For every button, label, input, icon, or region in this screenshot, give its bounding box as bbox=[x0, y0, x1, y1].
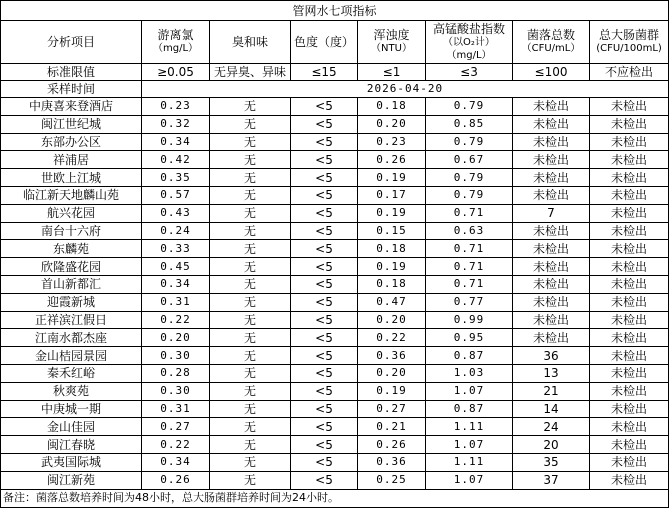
table-row bbox=[1, 258, 669, 276]
cell-coliform: 未检出 bbox=[590, 329, 669, 347]
header-bacteria bbox=[513, 21, 590, 64]
cell-bacteria: 20 bbox=[513, 436, 590, 454]
cell-name: 秦禾红峪 bbox=[1, 364, 142, 382]
standard-cod: ≤3 bbox=[426, 64, 513, 81]
header-coliform-label: 总大肠菌群 bbox=[599, 28, 660, 42]
cell-bacteria: 36 bbox=[513, 347, 590, 365]
cell-bacteria: 未检出 bbox=[513, 151, 590, 169]
cell-color: <5 bbox=[291, 418, 358, 436]
cell-odor: 无 bbox=[210, 400, 291, 418]
standard-chlorine: ≥0.05 bbox=[142, 64, 210, 81]
cell-chlorine: 0.22 bbox=[142, 311, 210, 329]
cell-turbidity: 0.21 bbox=[358, 418, 426, 436]
cell-bacteria: 13 bbox=[513, 364, 590, 382]
header-chlorine bbox=[142, 21, 210, 64]
table-row bbox=[1, 133, 669, 151]
cell-cod: 1.07 bbox=[426, 382, 513, 400]
cell-chlorine: 0.32 bbox=[142, 115, 210, 133]
table-row bbox=[1, 115, 669, 133]
header-chlorine-label: 游离氯 bbox=[157, 28, 194, 42]
cell-turbidity: 0.20 bbox=[358, 311, 426, 329]
cell-coliform: 未检出 bbox=[590, 222, 669, 240]
cell-chlorine: 0.35 bbox=[142, 169, 210, 187]
sampling-date: 2026-04-20 bbox=[142, 81, 669, 98]
cell-name: 欣隆盛花园 bbox=[1, 258, 142, 276]
cell-color: <5 bbox=[291, 311, 358, 329]
cell-color: <5 bbox=[291, 115, 358, 133]
cell-turbidity: 0.19 bbox=[358, 169, 426, 187]
cell-bacteria: 未检出 bbox=[513, 169, 590, 187]
cell-bacteria: 未检出 bbox=[513, 311, 590, 329]
cell-chlorine: 0.43 bbox=[142, 204, 210, 222]
cell-odor: 无 bbox=[210, 151, 291, 169]
cell-name: 金山佳园 bbox=[1, 418, 142, 436]
cell-name: 正祥滨江假日 bbox=[1, 311, 142, 329]
cell-name: 东部办公区 bbox=[1, 133, 142, 151]
cell-turbidity: 0.26 bbox=[358, 436, 426, 454]
cell-coliform: 未检出 bbox=[590, 204, 669, 222]
cell-color: <5 bbox=[291, 436, 358, 454]
header-bacteria-label: 菌落总数 bbox=[526, 28, 575, 42]
cell-name: 航兴花园 bbox=[1, 204, 142, 222]
header-cod-sub: （以O₂计） bbox=[443, 36, 495, 48]
cell-color: <5 bbox=[291, 151, 358, 169]
header-turbidity-label: 浑浊度 bbox=[373, 28, 410, 42]
cell-odor: 无 bbox=[210, 382, 291, 400]
cell-bacteria: 未检出 bbox=[513, 222, 590, 240]
cell-odor: 无 bbox=[210, 418, 291, 436]
cell-color: <5 bbox=[291, 133, 358, 151]
header-cod-unit: （mg/L） bbox=[446, 49, 492, 61]
cell-color: <5 bbox=[291, 240, 358, 258]
cell-odor: 无 bbox=[210, 329, 291, 347]
cell-chlorine: 0.33 bbox=[142, 240, 210, 258]
cell-turbidity: 0.26 bbox=[358, 151, 426, 169]
cell-cod: 1.07 bbox=[426, 436, 513, 454]
note-row bbox=[1, 489, 669, 507]
cell-name: 世欧上江城 bbox=[1, 169, 142, 187]
header-turbidity bbox=[358, 21, 426, 64]
header-row bbox=[1, 21, 669, 64]
table-row bbox=[1, 98, 669, 116]
cell-odor: 无 bbox=[210, 471, 291, 489]
cell-odor: 无 bbox=[210, 347, 291, 365]
cell-name: 祥浦居 bbox=[1, 151, 142, 169]
standard-color: ≤15 bbox=[291, 64, 358, 81]
header-item: 分析项目 bbox=[1, 21, 142, 64]
table-row bbox=[1, 453, 669, 471]
cell-odor: 无 bbox=[210, 133, 291, 151]
table-row bbox=[1, 329, 669, 347]
standard-odor: 无异臭、异味 bbox=[210, 64, 291, 81]
table-row bbox=[1, 151, 669, 169]
standard-label: 标准限值 bbox=[1, 64, 142, 81]
cell-turbidity: 0.18 bbox=[358, 240, 426, 258]
cell-chlorine: 0.26 bbox=[142, 471, 210, 489]
header-turbidity-unit: （NTU） bbox=[371, 43, 412, 54]
sampling-row bbox=[1, 81, 669, 98]
cell-coliform: 未检出 bbox=[590, 418, 669, 436]
cell-cod: 0.71 bbox=[426, 275, 513, 293]
cell-color: <5 bbox=[291, 471, 358, 489]
header-coliform bbox=[590, 21, 669, 64]
cell-odor: 无 bbox=[210, 258, 291, 276]
sampling-label: 采样时间 bbox=[1, 81, 142, 98]
cell-cod: 1.03 bbox=[426, 364, 513, 382]
table-row bbox=[1, 382, 669, 400]
cell-chlorine: 0.30 bbox=[142, 382, 210, 400]
cell-turbidity: 0.36 bbox=[358, 347, 426, 365]
cell-name: 东麟苑 bbox=[1, 240, 142, 258]
cell-cod: 0.79 bbox=[426, 186, 513, 204]
cell-name: 金山桔园景园 bbox=[1, 347, 142, 365]
table-row bbox=[1, 418, 669, 436]
cell-name: 首山新都汇 bbox=[1, 275, 142, 293]
cell-cod: 0.79 bbox=[426, 98, 513, 116]
cell-cod: 0.95 bbox=[426, 329, 513, 347]
cell-turbidity: 0.36 bbox=[358, 453, 426, 471]
cell-turbidity: 0.27 bbox=[358, 400, 426, 418]
cell-coliform: 未检出 bbox=[590, 115, 669, 133]
header-chlorine-unit: （mg/L） bbox=[152, 43, 199, 54]
standard-row bbox=[1, 64, 669, 81]
cell-cod: 0.71 bbox=[426, 240, 513, 258]
cell-color: <5 bbox=[291, 186, 358, 204]
cell-turbidity: 0.20 bbox=[358, 364, 426, 382]
cell-name: 闽江新苑 bbox=[1, 471, 142, 489]
cell-coliform: 未检出 bbox=[590, 275, 669, 293]
table-row bbox=[1, 347, 669, 365]
cell-coliform: 未检出 bbox=[590, 151, 669, 169]
cell-name: 闽江春晓 bbox=[1, 436, 142, 454]
cell-bacteria: 未检出 bbox=[513, 258, 590, 276]
cell-coliform: 未检出 bbox=[590, 186, 669, 204]
table-row bbox=[1, 169, 669, 187]
header-cod bbox=[426, 21, 513, 64]
cell-color: <5 bbox=[291, 347, 358, 365]
header-coliform-unit: (CFU/100mL) bbox=[596, 43, 662, 54]
cell-bacteria: 35 bbox=[513, 453, 590, 471]
cell-chlorine: 0.45 bbox=[142, 258, 210, 276]
cell-chlorine: 0.20 bbox=[142, 329, 210, 347]
header-cod-label: 高锰酸盐指数 bbox=[432, 21, 505, 36]
cell-cod: 0.99 bbox=[426, 311, 513, 329]
standard-turbidity: ≤1 bbox=[358, 64, 426, 81]
standard-bacteria: ≤100 bbox=[513, 64, 590, 81]
cell-cod: 0.79 bbox=[426, 169, 513, 187]
cell-color: <5 bbox=[291, 258, 358, 276]
table-row bbox=[1, 364, 669, 382]
cell-turbidity: 0.20 bbox=[358, 115, 426, 133]
cell-chlorine: 0.31 bbox=[142, 400, 210, 418]
cell-odor: 无 bbox=[210, 275, 291, 293]
cell-coliform: 未检出 bbox=[590, 453, 669, 471]
title-row bbox=[1, 1, 669, 21]
table-title: 管网水七项指标 bbox=[1, 1, 669, 21]
cell-odor: 无 bbox=[210, 240, 291, 258]
cell-coliform: 未检出 bbox=[590, 347, 669, 365]
cell-turbidity: 0.18 bbox=[358, 275, 426, 293]
cell-chlorine: 0.27 bbox=[142, 418, 210, 436]
cell-turbidity: 0.17 bbox=[358, 186, 426, 204]
cell-coliform: 未检出 bbox=[590, 382, 669, 400]
cell-name: 秋爽苑 bbox=[1, 382, 142, 400]
standard-coliform: 不应检出 bbox=[590, 64, 669, 81]
table-row bbox=[1, 186, 669, 204]
cell-color: <5 bbox=[291, 98, 358, 116]
cell-coliform: 未检出 bbox=[590, 436, 669, 454]
cell-coliform: 未检出 bbox=[590, 98, 669, 116]
cell-odor: 无 bbox=[210, 364, 291, 382]
cell-chlorine: 0.34 bbox=[142, 275, 210, 293]
cell-cod: 0.79 bbox=[426, 133, 513, 151]
cell-cod: 0.67 bbox=[426, 151, 513, 169]
cell-cod: 1.11 bbox=[426, 453, 513, 471]
table-row bbox=[1, 240, 669, 258]
cell-color: <5 bbox=[291, 169, 358, 187]
cell-bacteria: 未检出 bbox=[513, 186, 590, 204]
cell-turbidity: 0.22 bbox=[358, 329, 426, 347]
cell-color: <5 bbox=[291, 275, 358, 293]
table-row bbox=[1, 471, 669, 489]
cell-name: 中庚城一期 bbox=[1, 400, 142, 418]
cell-turbidity: 0.47 bbox=[358, 293, 426, 311]
cell-color: <5 bbox=[291, 329, 358, 347]
cell-turbidity: 0.23 bbox=[358, 133, 426, 151]
cell-name: 江南水都杰座 bbox=[1, 329, 142, 347]
header-odor: 臭和味 bbox=[210, 21, 291, 64]
cell-odor: 无 bbox=[210, 436, 291, 454]
cell-name: 武夷国际城 bbox=[1, 453, 142, 471]
cell-cod: 0.87 bbox=[426, 400, 513, 418]
table-row bbox=[1, 293, 669, 311]
cell-turbidity: 0.25 bbox=[358, 471, 426, 489]
cell-chlorine: 0.34 bbox=[142, 133, 210, 151]
cell-name: 中庚喜来登酒店 bbox=[1, 98, 142, 116]
cell-color: <5 bbox=[291, 222, 358, 240]
cell-chlorine: 0.31 bbox=[142, 293, 210, 311]
cell-coliform: 未检出 bbox=[590, 400, 669, 418]
table-row bbox=[1, 275, 669, 293]
cell-coliform: 未检出 bbox=[590, 364, 669, 382]
cell-coliform: 未检出 bbox=[590, 258, 669, 276]
cell-turbidity: 0.19 bbox=[358, 382, 426, 400]
header-bacteria-unit: （CFU/mL） bbox=[521, 43, 581, 54]
cell-bacteria: 21 bbox=[513, 382, 590, 400]
table-row bbox=[1, 222, 669, 240]
cell-odor: 无 bbox=[210, 98, 291, 116]
cell-cod: 0.71 bbox=[426, 204, 513, 222]
cell-name: 闽江世纪城 bbox=[1, 115, 142, 133]
cell-coliform: 未检出 bbox=[590, 169, 669, 187]
cell-color: <5 bbox=[291, 204, 358, 222]
cell-chlorine: 0.34 bbox=[142, 453, 210, 471]
cell-color: <5 bbox=[291, 364, 358, 382]
cell-chlorine: 0.30 bbox=[142, 347, 210, 365]
cell-cod: 0.71 bbox=[426, 258, 513, 276]
cell-cod: 0.85 bbox=[426, 115, 513, 133]
cell-bacteria: 未检出 bbox=[513, 115, 590, 133]
cell-odor: 无 bbox=[210, 115, 291, 133]
cell-odor: 无 bbox=[210, 204, 291, 222]
cell-bacteria: 未检出 bbox=[513, 133, 590, 151]
cell-turbidity: 0.19 bbox=[358, 204, 426, 222]
cell-cod: 1.11 bbox=[426, 418, 513, 436]
cell-color: <5 bbox=[291, 400, 358, 418]
cell-turbidity: 0.15 bbox=[358, 222, 426, 240]
cell-bacteria: 24 bbox=[513, 418, 590, 436]
cell-bacteria: 未检出 bbox=[513, 98, 590, 116]
cell-color: <5 bbox=[291, 293, 358, 311]
cell-chlorine: 0.24 bbox=[142, 222, 210, 240]
cell-cod: 0.77 bbox=[426, 293, 513, 311]
cell-name: 南台十六府 bbox=[1, 222, 142, 240]
cell-bacteria: 未检出 bbox=[513, 329, 590, 347]
cell-chlorine: 0.22 bbox=[142, 436, 210, 454]
cell-coliform: 未检出 bbox=[590, 240, 669, 258]
cell-coliform: 未检出 bbox=[590, 293, 669, 311]
cell-color: <5 bbox=[291, 453, 358, 471]
table-row bbox=[1, 311, 669, 329]
cell-bacteria: 37 bbox=[513, 471, 590, 489]
cell-coliform: 未检出 bbox=[590, 471, 669, 489]
cell-chlorine: 0.57 bbox=[142, 186, 210, 204]
cell-bacteria: 未检出 bbox=[513, 293, 590, 311]
cell-chlorine: 0.42 bbox=[142, 151, 210, 169]
cell-chlorine: 0.28 bbox=[142, 364, 210, 382]
cell-cod: 0.63 bbox=[426, 222, 513, 240]
cell-coliform: 未检出 bbox=[590, 133, 669, 151]
cell-name: 迎霞新城 bbox=[1, 293, 142, 311]
cell-odor: 无 bbox=[210, 293, 291, 311]
cell-odor: 无 bbox=[210, 311, 291, 329]
cell-chlorine: 0.23 bbox=[142, 98, 210, 116]
cell-odor: 无 bbox=[210, 186, 291, 204]
cell-bacteria: 14 bbox=[513, 400, 590, 418]
cell-odor: 无 bbox=[210, 169, 291, 187]
cell-bacteria: 未检出 bbox=[513, 240, 590, 258]
cell-color: <5 bbox=[291, 382, 358, 400]
cell-odor: 无 bbox=[210, 222, 291, 240]
cell-name: 临江新天地麟山苑 bbox=[1, 186, 142, 204]
cell-turbidity: 0.19 bbox=[358, 258, 426, 276]
cell-cod: 1.07 bbox=[426, 471, 513, 489]
cell-turbidity: 0.18 bbox=[358, 98, 426, 116]
cell-coliform: 未检出 bbox=[590, 311, 669, 329]
table-row bbox=[1, 436, 669, 454]
header-color: 色度（度） bbox=[291, 21, 358, 64]
cell-cod: 0.87 bbox=[426, 347, 513, 365]
table-row bbox=[1, 400, 669, 418]
cell-odor: 无 bbox=[210, 453, 291, 471]
table-row bbox=[1, 204, 669, 222]
footnote: 备注：菌落总数培养时间为48小时，总大肠菌群培养时间为24小时。 bbox=[1, 489, 669, 507]
cell-bacteria: 未检出 bbox=[513, 275, 590, 293]
cell-bacteria: 7 bbox=[513, 204, 590, 222]
